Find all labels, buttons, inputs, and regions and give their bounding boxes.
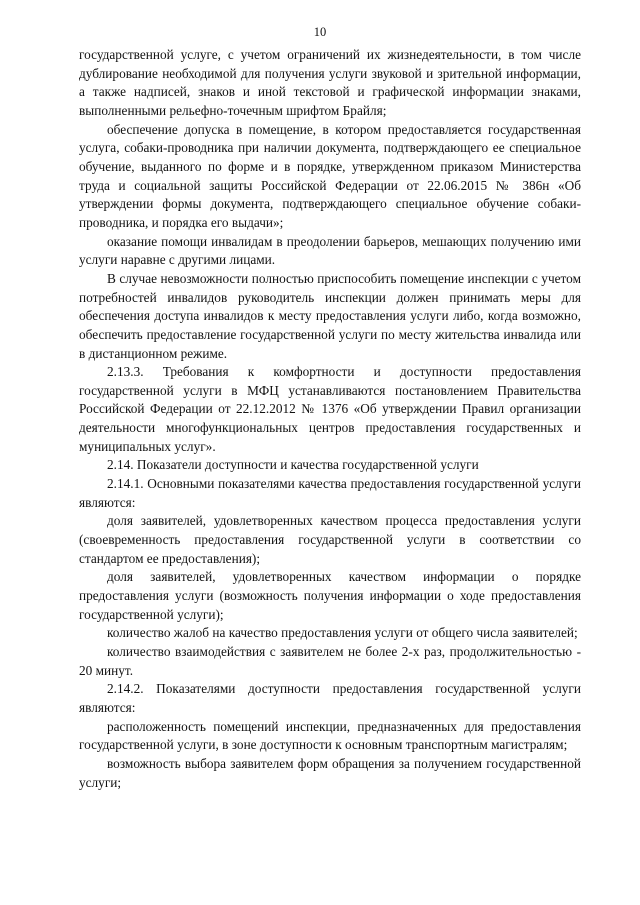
paragraph-2-14-2: 2.14.2. Показателями доступности предоставления государственной услуги являются:	[79, 681, 581, 715]
list-item-interactions: количество взаимодействия с заявителем не более 2-х раз, продолжительностью - 20 минут.	[79, 644, 581, 678]
list-item-process-satisfaction: доля заявителей, удовлетворенных качеством процесса предоставления услуги (своевременность предоставления государственной услуги в соответствии со стандартом ее предоставления);	[79, 513, 581, 566]
paragraph-braille-continuation: государственной услуге, с учетом ограничений их жизнедеятельности, в том числе дублирование необходимой для получения услуги звуковой и зрительной информации, а также надписей, знаков и иной текстовой и графической информации знаками, выполненными рельефно-точечным шрифтом Брайля;	[79, 47, 581, 118]
document-body	[79, 46, 581, 792]
list-item-request-forms: возможность выбора заявителем форм обращения за получением государственной услуги;	[79, 755, 581, 790]
list-item-information-satisfaction: доля заявителей, удовлетворенных качеством информации о порядке предоставления услуги (возможность получения информации о ходе предоставления государственной услуги);	[79, 569, 581, 622]
section-heading-2-14: 2.14. Показатели доступности и качества государственной услуги	[107, 457, 479, 473]
paragraph-2-13-3: 2.13.3. Требования к комфортности и доступности предоставления государственной услуги в МФЦ устанавливаются постановлением Правительства Российской Федерации от 22.12.2012 № 1376 «Об утверждении Правил организации деятельности многофункциональных центров предоставления государственных и муниципальных услуг».	[79, 364, 581, 454]
paragraph-2-14-1: 2.14.1. Основными показателями качества предоставления государственной услуги являются:	[79, 476, 581, 510]
list-item-complaints: количество жалоб на качество предоставления услуги от общего числа заявителей;	[107, 625, 578, 641]
paragraph-guide-dog-access: обеспечение допуска в помещение, в котором предоставляется государственная услуга, собаки-проводника при наличии документа, подтверждающего ее специальное обучение, выданного по форме и в порядке, утвержденном приказом Министерства труда и социальной защиты Российской Федерации от 22.06.2015 № 386н «Об утверждении формы документа, подтверждающего специальное обучение собаки-проводника, и порядка его выдачи»;	[79, 121, 581, 230]
page-number: 10	[313, 25, 327, 39]
paragraph-inspection-adaptation: В случае невозможности полностью приспособить помещение инспекции с учетом потребностей инвалидов руководитель инспекции должен принимать меры для обеспечения доступа инвалидов к месту предоставления услуги либо, когда возможно, обеспечить предоставление государственной услуги по месту жительства инвалида или в дистанционном режиме.	[79, 270, 581, 361]
list-item-location: расположенность помещений инспекции, предназначенных для предоставления государственной услуги, в зоне доступности к основным транспортным магистралям;	[79, 718, 581, 753]
paragraph-barrier-assistance: оказание помощи инвалидам в преодолении барьеров, мешающих получению ими услуги наравне с другими лицами.	[79, 233, 581, 268]
